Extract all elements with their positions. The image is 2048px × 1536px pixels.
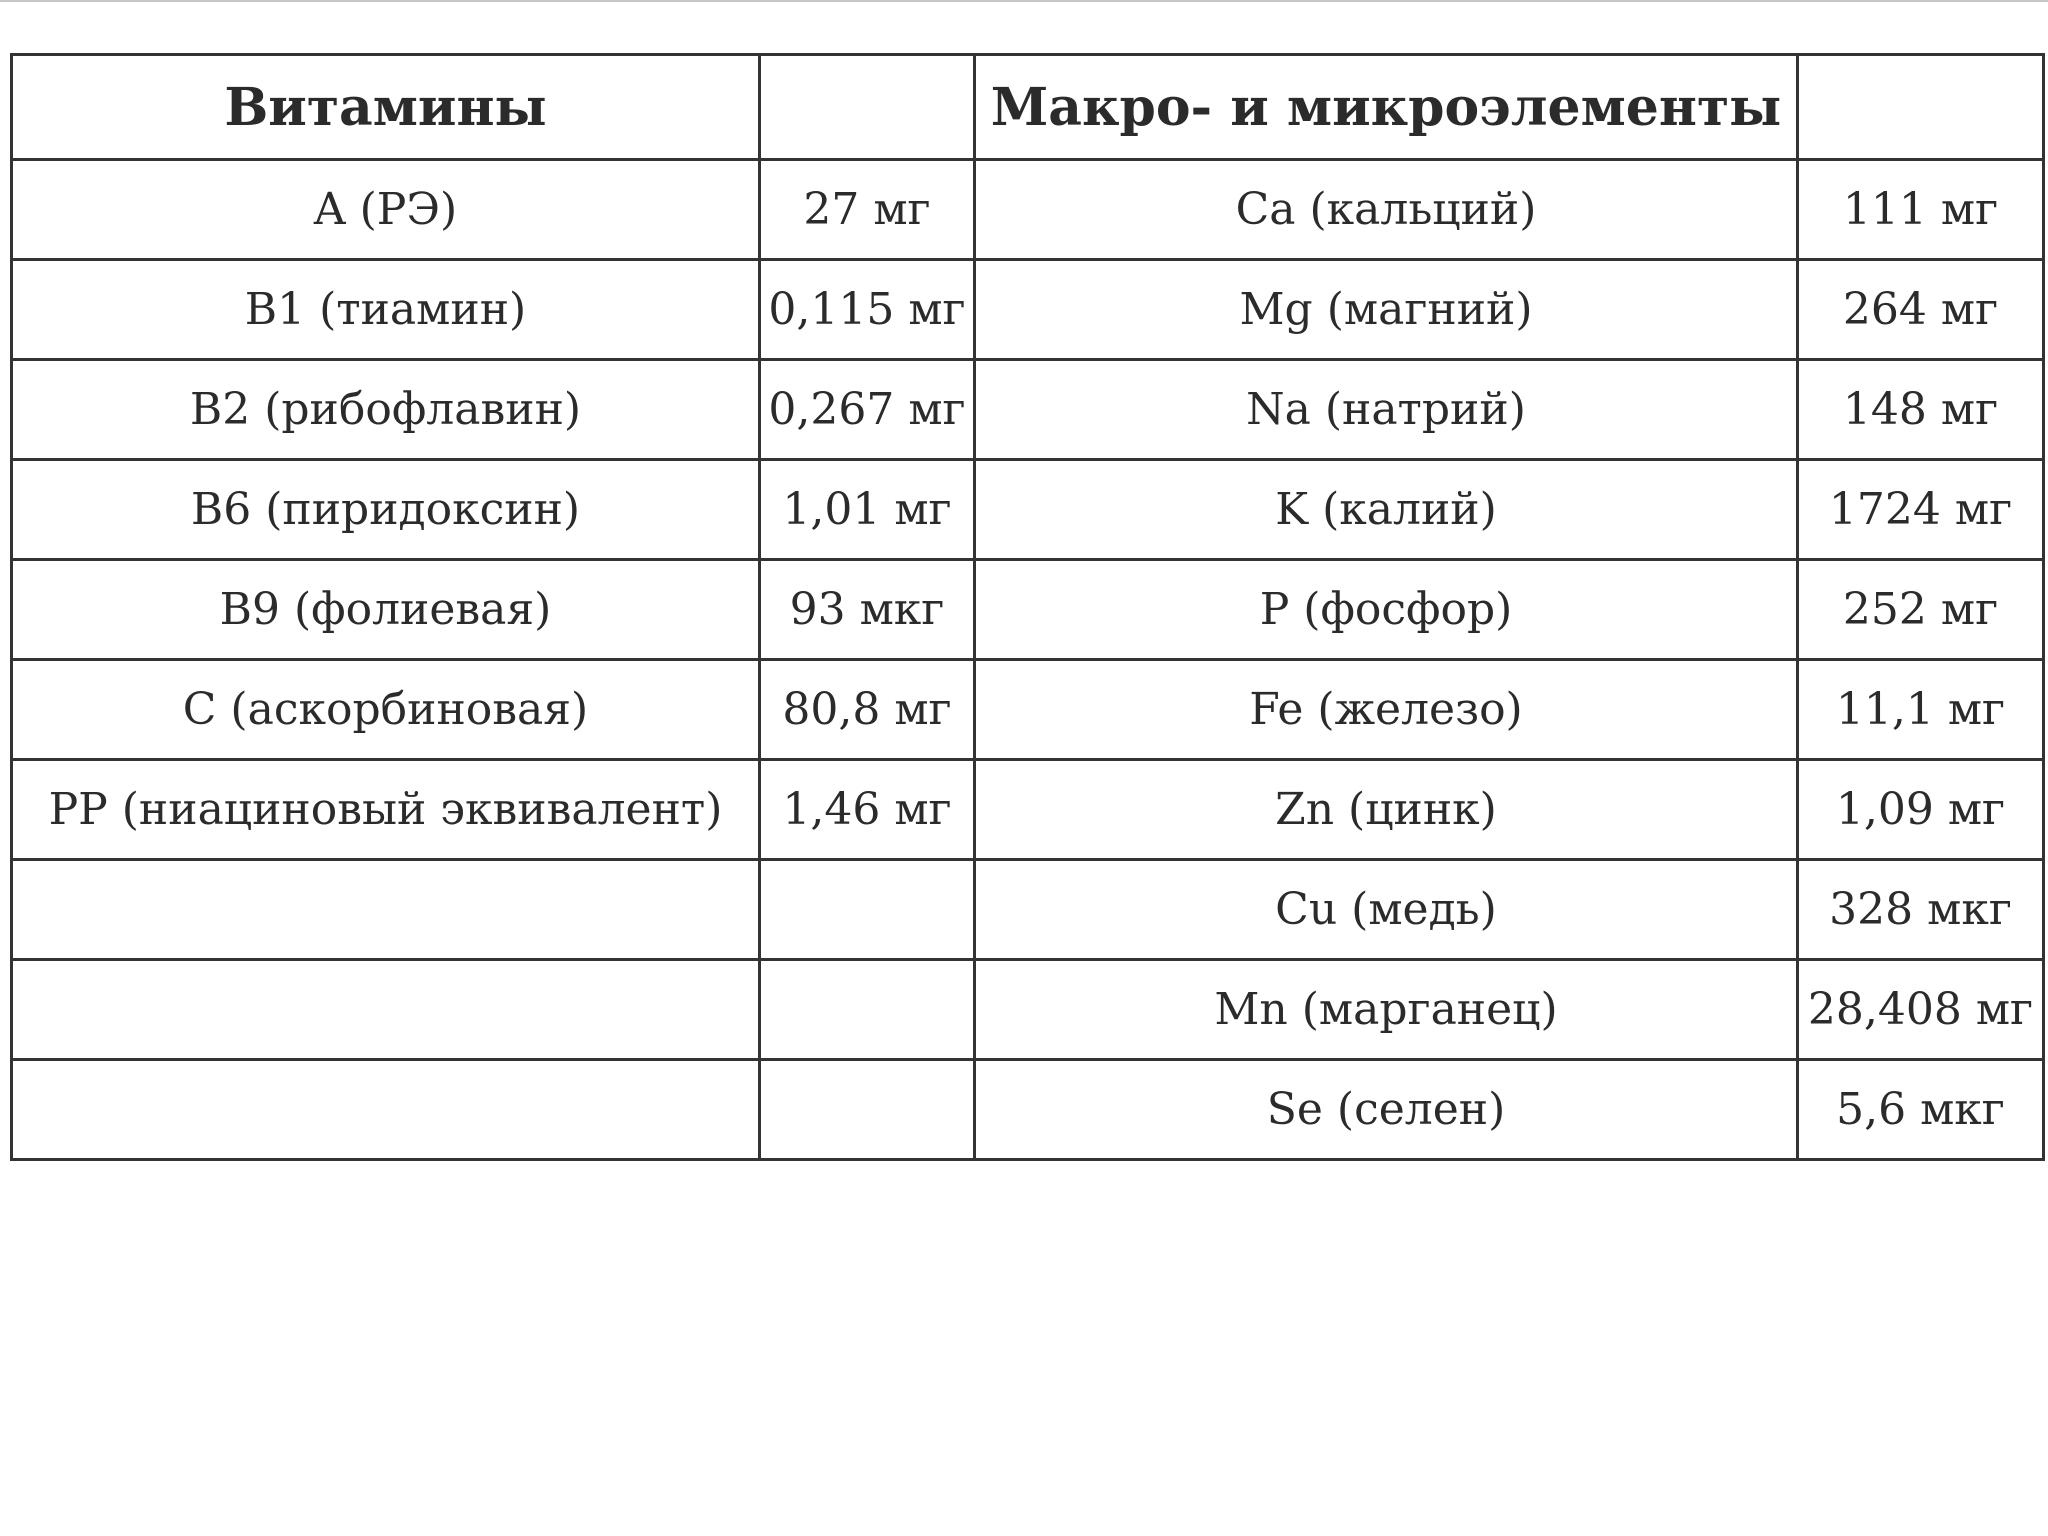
vitamin-name: B6 (пиридоксин)	[12, 460, 760, 560]
mineral-name: Na (натрий)	[975, 360, 1798, 460]
mineral-value: 1,09 мг	[1798, 760, 2044, 860]
table-header-row	[12, 55, 2044, 160]
minerals-value-header	[1798, 55, 2044, 160]
table-row	[12, 960, 2044, 1060]
vitamin-value: 0,115 мг	[760, 260, 975, 360]
vitamin-value	[760, 960, 975, 1060]
table-row	[12, 1060, 2044, 1160]
mineral-name: Mg (магний)	[975, 260, 1798, 360]
mineral-value: 264 мг	[1798, 260, 2044, 360]
mineral-value: 11,1 мг	[1798, 660, 2044, 760]
mineral-value: 328 мкг	[1798, 860, 2044, 960]
vitamin-value	[760, 860, 975, 960]
vitamin-value: 80,8 мг	[760, 660, 975, 760]
vitamin-name: B2 (рибофлавин)	[12, 360, 760, 460]
vitamin-name	[12, 960, 760, 1060]
mineral-value: 111 мг	[1798, 160, 2044, 260]
vitamins-value-header	[760, 55, 975, 160]
table-row	[12, 560, 2044, 660]
vitamins-header: Витамины	[12, 55, 760, 160]
mineral-name: Fe (железо)	[975, 660, 1798, 760]
vitamin-value	[760, 1060, 975, 1160]
vitamin-value: 1,46 мг	[760, 760, 975, 860]
vitamin-name: B1 (тиамин)	[12, 260, 760, 360]
mineral-value: 28,408 мг	[1798, 960, 2044, 1060]
mineral-value: 252 мг	[1798, 560, 2044, 660]
vitamin-name	[12, 860, 760, 960]
mineral-value: 5,6 мкг	[1798, 1060, 2044, 1160]
mineral-name: Cu (медь)	[975, 860, 1798, 960]
vitamin-value: 93 мкг	[760, 560, 975, 660]
mineral-name: Zn (цинк)	[975, 760, 1798, 860]
mineral-value: 148 мг	[1798, 360, 2044, 460]
mineral-name: Ca (кальций)	[975, 160, 1798, 260]
table-row	[12, 160, 2044, 260]
minerals-header: Макро- и микроэлементы	[975, 55, 1798, 160]
table-row	[12, 260, 2044, 360]
vitamin-name: B9 (фолиевая)	[12, 560, 760, 660]
vitamin-value: 0,267 мг	[760, 360, 975, 460]
table-row	[12, 660, 2044, 760]
mineral-name: Mn (марганец)	[975, 960, 1798, 1060]
mineral-name: Se (селен)	[975, 1060, 1798, 1160]
table-row	[12, 760, 2044, 860]
mineral-value: 1724 мг	[1798, 460, 2044, 560]
vitamin-value: 27 мг	[760, 160, 975, 260]
vitamin-value: 1,01 мг	[760, 460, 975, 560]
nutrients-table	[10, 53, 2045, 1161]
vitamin-name: C (аскорбиновая)	[12, 660, 760, 760]
mineral-name: P (фосфор)	[975, 560, 1798, 660]
table-row	[12, 860, 2044, 960]
vitamin-name: A (РЭ)	[12, 160, 760, 260]
vitamin-name: PP (ниациновый эквивалент)	[12, 760, 760, 860]
vitamin-name	[12, 1060, 760, 1160]
table-row	[12, 360, 2044, 460]
mineral-name: K (калий)	[975, 460, 1798, 560]
table-row	[12, 460, 2044, 560]
top-divider	[0, 0, 2048, 2]
